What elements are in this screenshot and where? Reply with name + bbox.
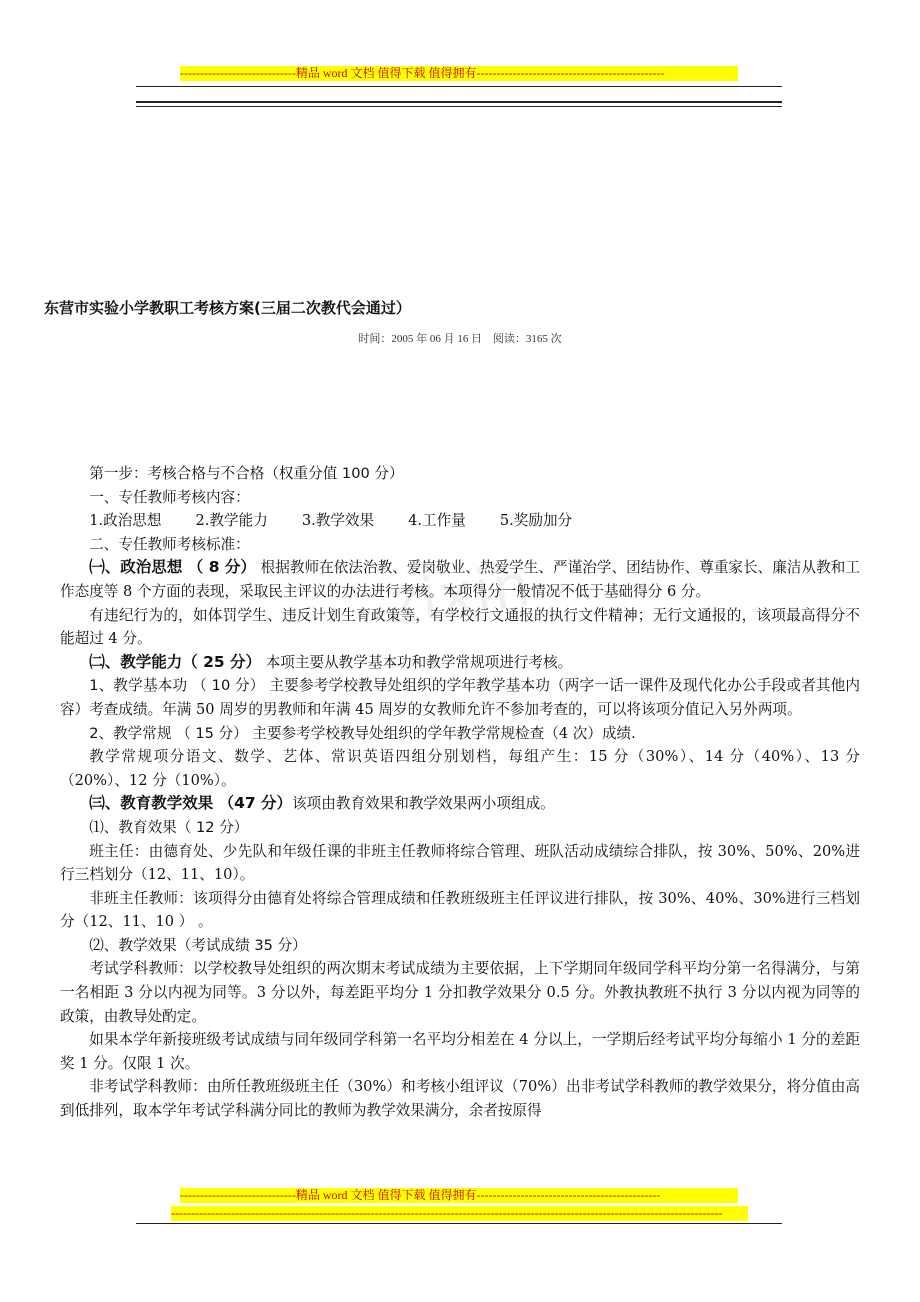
paragraph-teaching-ability bbox=[60, 651, 860, 675]
subheading-teaching-effect: ⑵、教学效果（考试成绩 35 分） bbox=[89, 936, 307, 954]
paragraph-routine-grading: 教学常规项分语文、数学、艺体、常识英语四组分别划档，每组产生：15 分（30%）、14 分（40%）、13 分（20%）、12 分（10%）。 bbox=[60, 748, 860, 789]
section-heading-content: 一、专任教师考核内容： bbox=[89, 488, 250, 506]
publish-time: 时间：2005 年 06 月 16 日 bbox=[358, 333, 483, 345]
bottom-promo-banner: -----------------------------精品 word 文档 值得下载 值得拥有---------------------------------------------- bbox=[180, 1188, 738, 1203]
list-item: 1.政治思想 bbox=[89, 512, 162, 530]
header-rule bbox=[136, 86, 782, 87]
step-heading: 第一步：考核合格与不合格（权重分值 100 分） bbox=[89, 465, 404, 482]
list-item: 4.工作量 bbox=[408, 512, 466, 530]
paragraph-text: 该项由教育效果和教学效果两小项组成。 bbox=[292, 795, 555, 813]
bottom-dash-banner: ------------------------------------------------------------------------------------------------------------------------------------------ bbox=[171, 1206, 748, 1221]
paragraph-political bbox=[60, 556, 860, 603]
paragraph-text: 主要参考学校教导处组织的学年教学基本功（两字一话一课件及现代化办公手段或者其他内容）考查成绩。年满 50 周岁的男教师和年满 45 周岁的女教师允许不参加考查的，可以将该项分值记入另外两项。 bbox=[60, 677, 860, 718]
list-item: 3.教学效果 bbox=[301, 512, 375, 530]
paragraph-non-exam-teachers: 非考试学科教师：由所任教班级班主任（30%）和考核小组评议（70%）出非考试学科教师的教学效果分，将分值由高到低排列，取本学年考试学科满分同比的教师为教学效果满分，余者按原得 bbox=[60, 1078, 860, 1120]
item-heading: ㈢、教育教学效果 （47 分） bbox=[89, 794, 293, 813]
paragraph-text: 本项主要从教学基本功和教学常规项进行考核。 bbox=[261, 653, 573, 671]
paragraph-text: 根据教师在依法治教、爱岗敬业、热爱学生、严谨治学、团结协作、尊重家长、廉洁从教和工作态度等 8 个方面的表现，采取民主评议的办法进行考核。本项得分一般情况不低于基础得分 6 分。 bbox=[60, 559, 860, 600]
list-item: 2.教学能力 bbox=[195, 512, 268, 530]
list-item: 5.奖励加分 bbox=[499, 512, 573, 530]
header-rule-thin bbox=[136, 106, 782, 107]
assessment-items-list bbox=[60, 509, 860, 533]
top-promo-banner: -----------------------------精品 word 文档 值得下载 值得拥有----------------------------------------------- bbox=[180, 66, 738, 81]
paragraph-violation: 有违纪行为的，如体罚学生、违反计划生育政策等，有学校行文通报的执行文件精神；无行文通报的，该项最高得分不能超过 4 分。 bbox=[60, 606, 860, 648]
paragraph-head-teacher: 班主任：由德育处、少先队和年级任课的非班主任教师将综合管理、班队活动成绩综合排队，按 30%、50%、20%进行三档划分（12、11、10）。 bbox=[60, 842, 860, 884]
read-count: 阅读：3165 次 bbox=[492, 333, 562, 345]
item-heading: ㈡、教学能力（ 25 分） bbox=[89, 652, 262, 671]
item-heading: 2、教学常规 （ 15 分） bbox=[89, 724, 248, 742]
paragraph-exam-teachers: 考试学科教师：以学校教导处组织的两次期末考试成绩为主要依据，上下学期同年级同学科平均分第一名得满分，与第一名相距 3 分以内视为同等。3 分以外，每差距平均分 1 分扣教学效果分 0.5 分。外教执教班不执行 3 分以内视为同等的政策，由教导处酌定。 bbox=[60, 960, 860, 1025]
header-rule-thick bbox=[136, 101, 782, 103]
paragraph-teaching-routine bbox=[60, 722, 860, 746]
watermark-text: zixin bbox=[384, 550, 536, 638]
paragraph-text: 主要参考学校教导处组织的学年教学常规检查（4 次）成绩. bbox=[247, 724, 636, 742]
item-heading: ㈠、政治思想 （ 8 分） bbox=[89, 558, 256, 577]
paragraph-non-head-teacher: 非班主任教师：该项得分由德育处将综合管理成绩和任教班级班主任评议进行排队，按 30%、40%、30%进行三档划分（12、11、10 ） 。 bbox=[60, 889, 860, 931]
document-body bbox=[60, 462, 860, 1123]
document-meta bbox=[0, 330, 920, 346]
paragraph-basic-skills bbox=[60, 674, 860, 721]
section-heading-standards: 二、专任教师考核标准： bbox=[89, 535, 250, 553]
subheading-education-effect: ⑴、教育效果（ 12 分） bbox=[89, 818, 249, 836]
paragraph-new-class: 如果本学年新接班级考试成绩与同年级同学科第一名平均分相差在 4 分以上，一学期后经考试平均分每缩小 1 分的差距奖 1 分。仅限 1 次。 bbox=[60, 1031, 860, 1072]
document-title: 东营市实验小学教职工考核方案(三届二次教代会通过） bbox=[44, 299, 411, 317]
footer-rule bbox=[136, 1223, 782, 1224]
item-heading: 1、教学基本功 （ 10 分） bbox=[89, 677, 265, 695]
paragraph-education-effect bbox=[60, 792, 860, 816]
